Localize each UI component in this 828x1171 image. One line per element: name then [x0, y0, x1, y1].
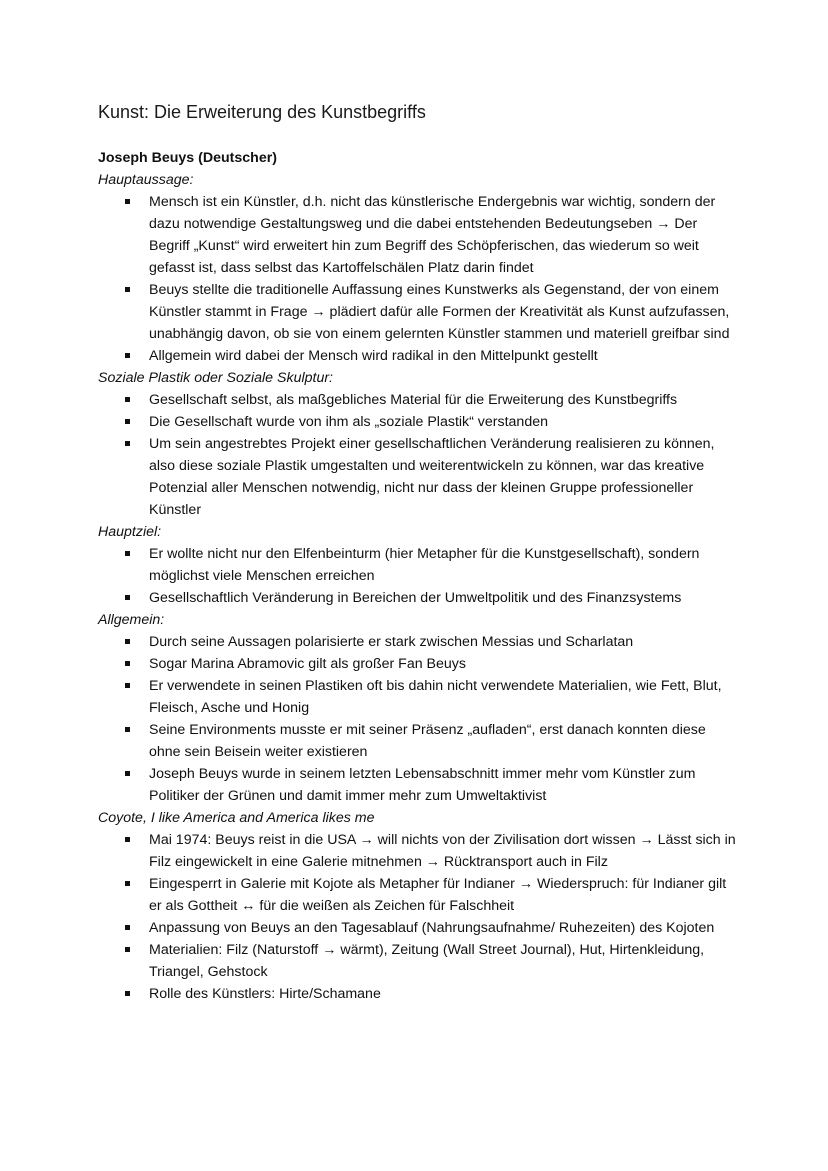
- bullet-list: [98, 191, 738, 367]
- bullet-list: [98, 389, 738, 521]
- list-item: Mai 1974: Beuys reist in die USA → will nichts von der Zivilisation dort wissen → Lässt sich in Filz eingewickelt in eine Galerie mitnehmen → Rücktransport auch in Filz: [98, 829, 738, 873]
- author-heading: Joseph Beuys (Deutscher): [98, 150, 277, 166]
- bullet-list: [98, 829, 738, 1005]
- list-item: Anpassung von Beuys an den Tagesablauf (Nahrungsaufnahme/ Ruhezeiten) des Kojoten: [98, 917, 738, 939]
- list-item: Materialien: Filz (Naturstoff → wärmt), Zeitung (Wall Street Journal), Hut, Hirtenkleidung, Triangel, Gehstock: [98, 939, 738, 983]
- page-title: Kunst: Die Erweiterung des Kunstbegriffs: [98, 102, 426, 122]
- list-item: Allgemein wird dabei der Mensch wird radikal in den Mittelpunkt gestellt: [98, 345, 738, 367]
- list-item: Seine Environments musste er mit seiner Präsenz „aufladen“, erst danach konnten diese ohne sein Beisein weiter existieren: [98, 719, 738, 763]
- list-item: Rolle des Künstlers: Hirte/Schamane: [98, 983, 738, 1005]
- document-content: [98, 100, 738, 1005]
- list-item: Durch seine Aussagen polarisierte er stark zwischen Messias und Scharlatan: [98, 631, 738, 653]
- list-item: Er wollte nicht nur den Elfenbeinturm (hier Metapher für die Kunstgesellschaft), sondern möglichst viele Menschen erreichen: [98, 543, 738, 587]
- bullet-list: [98, 631, 738, 807]
- section-heading: Coyote, I like America and America likes me: [98, 810, 375, 826]
- section-heading: Soziale Plastik oder Soziale Skulptur:: [98, 370, 334, 386]
- list-item: Um sein angestrebtes Projekt einer gesellschaftlichen Veränderung realisieren zu können, also diese soziale Plastik umgestalten und weiterentwickeln zu können, war das kreative Potenzial aller Menschen notwendig, nicht nur dass der kleinen Gruppe professioneller Künstler: [98, 433, 738, 521]
- list-item: Joseph Beuys wurde in seinem letzten Lebensabschnitt immer mehr vom Künstler zum Politiker der Grünen und damit immer mehr zum Umweltaktivist: [98, 763, 738, 807]
- list-item: Gesellschaftlich Veränderung in Bereichen der Umweltpolitik und des Finanzsystems: [98, 587, 738, 609]
- section-heading: Hauptaussage:: [98, 172, 194, 188]
- list-item: Beuys stellte die traditionelle Auffassung eines Kunstwerks als Gegenstand, der von einem Künstler stammt in Frage → plädiert dafür alle Formen der Kreativität als Kunst aufzufassen, unabhängig davon, ob sie von einem gelernten Künstler stammen und materiell greifbar sind: [98, 279, 738, 345]
- list-item: Die Gesellschaft wurde von ihm als „soziale Plastik“ verstanden: [98, 411, 738, 433]
- section-heading: Hauptziel:: [98, 524, 162, 540]
- bullet-list: [98, 543, 738, 609]
- list-item: Eingesperrt in Galerie mit Kojote als Metapher für Indianer → Wiederspruch: für Indianer gilt er als Gottheit ↔ für die weißen als Zeichen für Falschheit: [98, 873, 738, 917]
- list-item: Mensch ist ein Künstler, d.h. nicht das künstlerische Endergebnis war wichtig, sondern der dazu notwendige Gestaltungsweg und die dabei entstehenden Bedeutungseben → Der Begriff „Kunst“ wird erweitert hin zum Begriff des Schöpferischen, das wiederum so weit gefasst ist, dass selbst das Kartoffelschälen Platz darin findet: [98, 191, 738, 279]
- sections-container: [98, 169, 738, 1005]
- section-heading: Allgemein:: [98, 612, 165, 628]
- list-item: Gesellschaft selbst, als maßgebliches Material für die Erweiterung des Kunstbegriffs: [98, 389, 738, 411]
- list-item: Er verwendete in seinen Plastiken oft bis dahin nicht verwendete Materialien, wie Fett, Blut, Fleisch, Asche und Honig: [98, 675, 738, 719]
- list-item: Sogar Marina Abramovic gilt als großer Fan Beuys: [98, 653, 738, 675]
